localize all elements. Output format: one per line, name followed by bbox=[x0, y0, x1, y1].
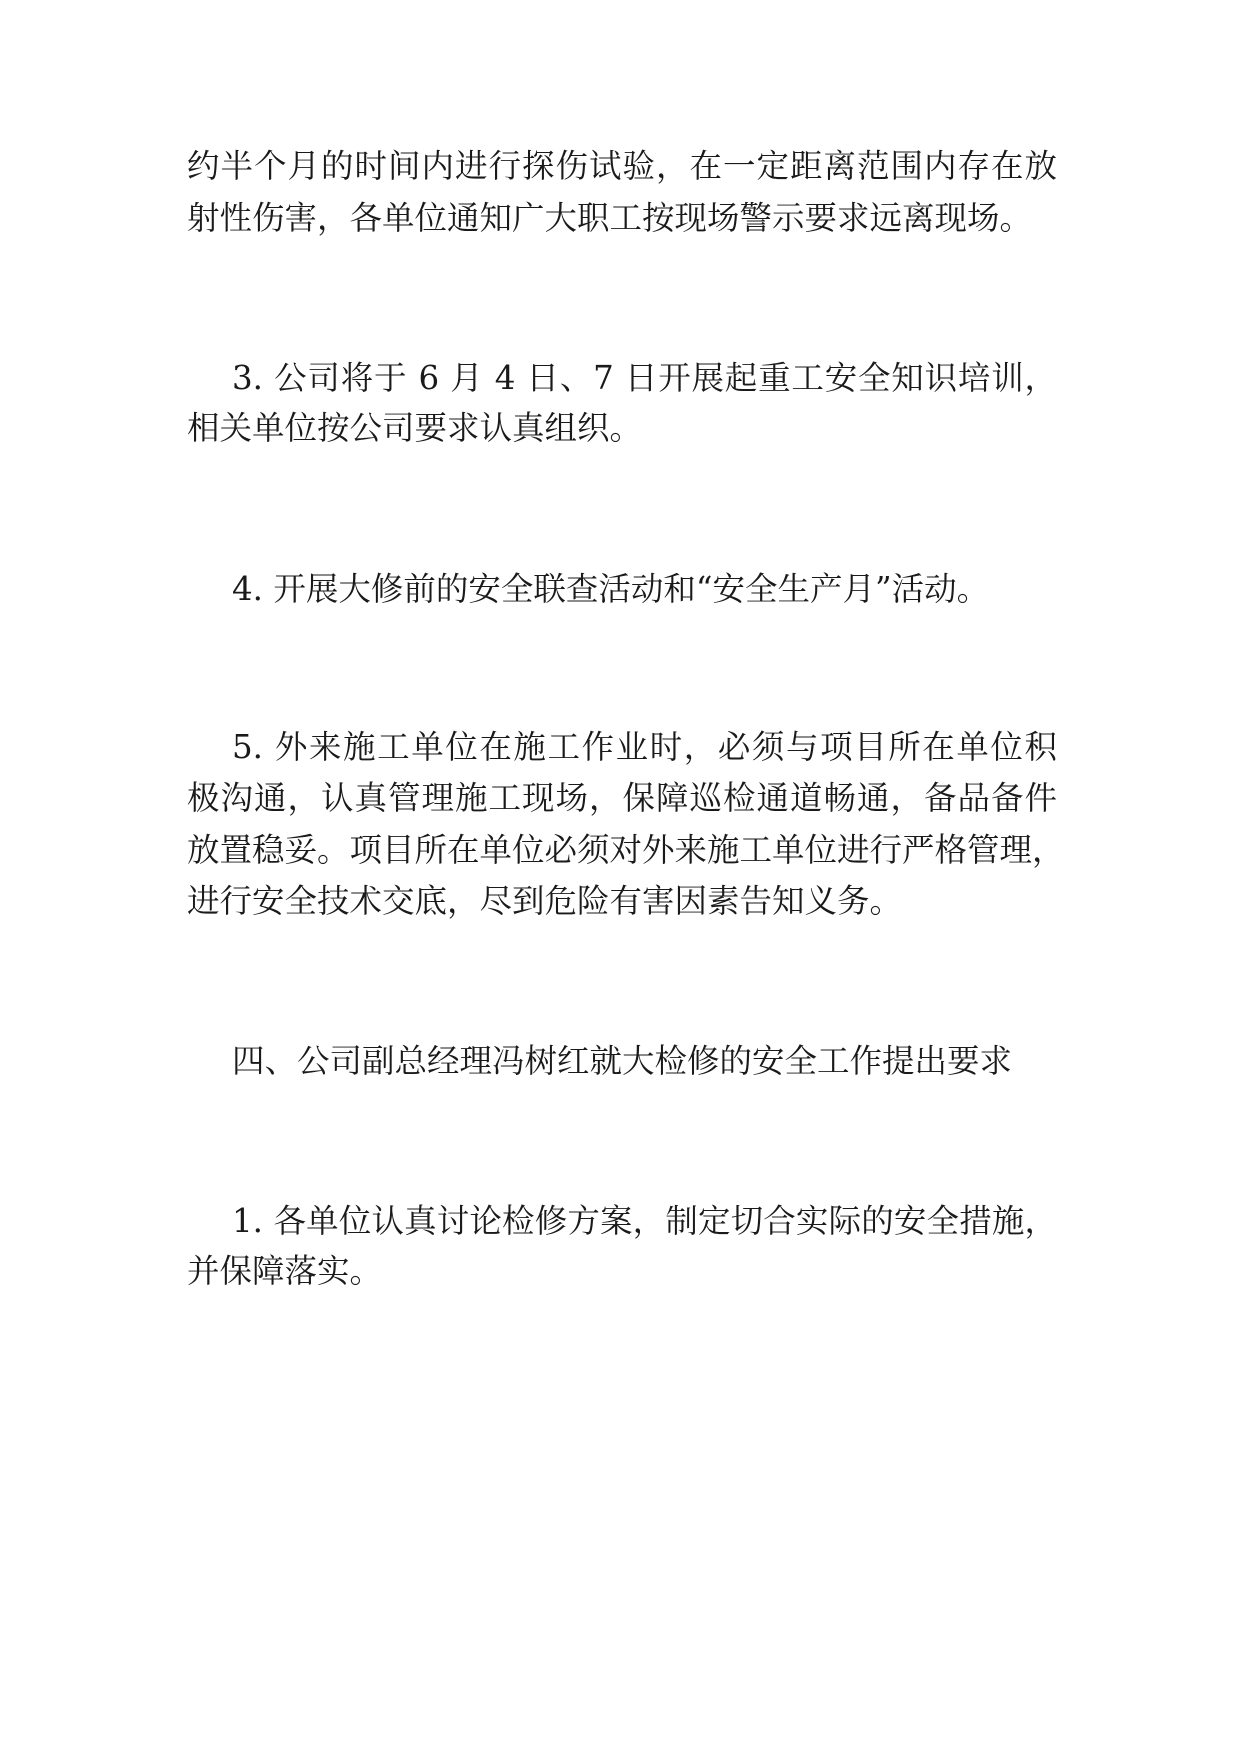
paragraph-2-line-2: 相关单位按公司要求认真组织。 bbox=[187, 409, 643, 447]
paragraph-4-line-2: 极沟通，认真管理施工现场，保障巡检通道畅通，备品备件 bbox=[187, 779, 1057, 817]
paragraph-1-line-1: 约半个月的时间内进行探伤试验，在一定距离范围内存在放 bbox=[187, 147, 1057, 185]
paragraph-2-line-1: 3. 公司将于 6 月 4 日、7 日开展起重工安全知识培训， bbox=[232, 359, 1057, 397]
paragraph-6-line-2: 并保障落实。 bbox=[187, 1252, 383, 1290]
paragraph-4-line-1: 5. 外来施工单位在施工作业时，必须与项目所在单位积 bbox=[232, 728, 1057, 766]
paragraph-6-line-1: 1. 各单位认真讨论检修方案，制定切合实际的安全措施， bbox=[232, 1202, 1057, 1240]
paragraph-3-line-1: 4. 开展大修前的安全联查活动和“安全生产月”活动。 bbox=[232, 570, 990, 608]
paragraph-1-line-2: 射性伤害，各单位通知广大职工按现场警示要求远离现场。 bbox=[187, 199, 1033, 237]
paragraph-4-line-4: 进行安全技术交底，尽到危险有害因素告知义务。 bbox=[187, 882, 903, 920]
section-heading: 四、公司副总经理冯树红就大检修的安全工作提出要求 bbox=[232, 1042, 1013, 1080]
paragraph-4-line-3: 放置稳妥。项目所在单位必须对外来施工单位进行严格管理， bbox=[187, 831, 1065, 869]
